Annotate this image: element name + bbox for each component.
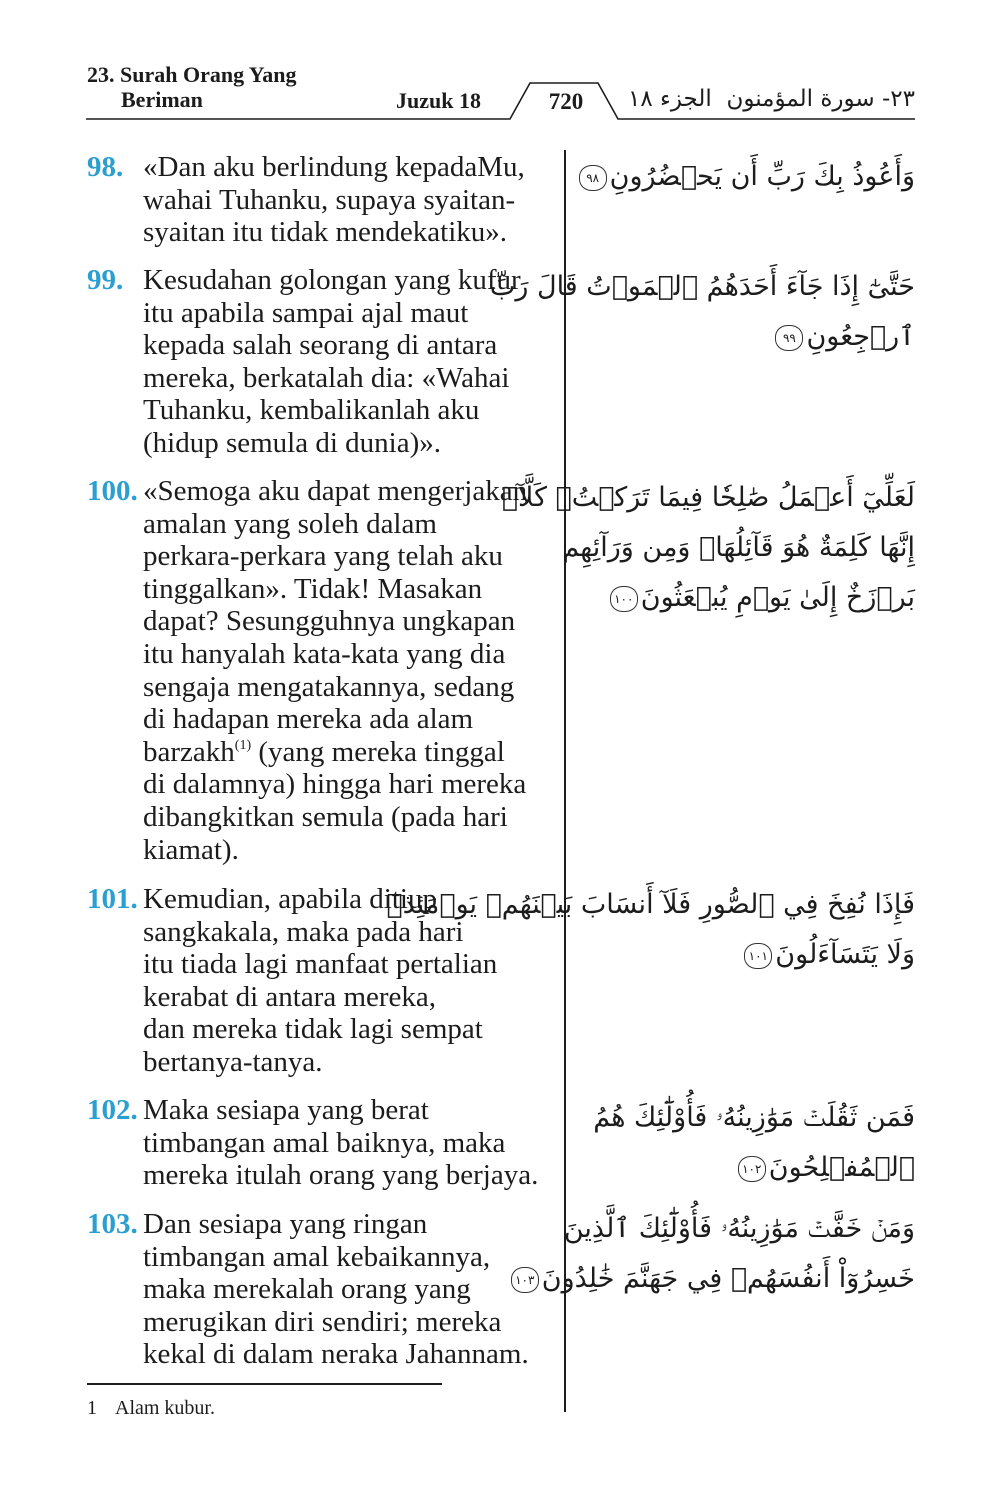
arabic-verse-101 <box>386 880 915 980</box>
verse-end-mark: ١٠١ <box>744 943 772 969</box>
verse-end-mark: ٩٨ <box>579 165 607 191</box>
arabic-text: وَأَعُوذُ بِكَ رَبِّ أَن يَحۡضُرُونِ <box>609 161 915 192</box>
verse-text: Kemudian, apabila ditiup sangkakala, maka pada hari itu tiada lagi manfaat pertalian kerabat di antara mereka, dan mereka tidak lagi sempat bertanya-tanya. <box>143 883 498 1078</box>
arabic-surah-title: ٢٣- سورة المؤمنون <box>726 86 915 112</box>
arabic-text: بَرۡزَخٌ إِلَىٰ يَوۡمِ يُبۡعَثُونَ <box>640 582 915 613</box>
verse-number: 100. <box>87 475 138 507</box>
verse-number: 103. <box>87 1208 138 1240</box>
footnote-text: Alam kubur. <box>115 1397 215 1419</box>
arabic-line: وَمَنۡ خَفَّتۡ مَوَٰزِينُهُۥ فَأُوْلَٰٓئِكَ ٱلَّذِينَ <box>563 1213 915 1244</box>
verse-number: 102. <box>87 1094 138 1126</box>
verse-text-part: «Semoga aku dapat mengerjakan amalan yang soleh dalam perkara-perkara yang telah aku tinggalkan». Tidak! Masakan dapat? Sesungguhnya ungkapan itu hanyalah kata-kata yang dia sengaja mengatakannya, sedang di hadapan mereka ada alam barzakh <box>143 475 528 768</box>
verse-text-part: (yang mereka tinggal di dalamnya) hingga hari mereka dibangkitkan semula (pada hari kiamat). <box>143 735 527 866</box>
verse-number: 98. <box>87 151 124 183</box>
arabic-line <box>525 930 915 980</box>
arabic-line <box>525 312 915 362</box>
arabic-line: فَإِذَا نُفِخَ فِي ٱلصُّورِ فَلَآ أَنسَابَ بَيۡنَهُمۡ يَوۡمَئِذٖ <box>386 889 915 920</box>
verse-number: 101. <box>87 883 138 915</box>
page-number: 720 <box>548 89 584 114</box>
arabic-text: ٱرۡجِعُونِ <box>806 321 915 352</box>
verse-98 <box>87 151 562 249</box>
arabic-text: ٱلۡمُفۡلِحُونَ <box>768 1152 915 1183</box>
arabic-text: خَسِرُوٓاْ أَنفُسَهُمۡ فِي جَهَنَّمَ خَٰلِدُونَ <box>541 1263 915 1294</box>
verse-text: «Dan aku berlindung kepadaMu, wahai Tuhanku, supaya syaitan- syaitan itu tidak mendekatiku». <box>143 151 525 249</box>
verse-end-mark: ١٠٠ <box>610 586 638 612</box>
arabic-verse-100 <box>501 473 915 623</box>
arabic-line <box>525 1143 915 1193</box>
arabic-text: وَلَا يَتَسَآءَلُونَ <box>775 939 915 970</box>
verse-end-mark: ٩٩ <box>775 325 803 351</box>
arabic-line <box>525 152 915 202</box>
verse-end-mark: ١٠٢ <box>738 1156 766 1182</box>
surah-title-line2: Beriman <box>121 87 203 112</box>
verse-text: Dan sesiapa yang ringan timbangan amal kebaikannya, maka merekalah orang yang merugikan diri sendiri; mereka kekal di dalam neraka Jahannam. <box>143 1208 529 1371</box>
arabic-verse-103 <box>515 1204 915 1304</box>
verse-text <box>143 475 562 866</box>
arabic-juz-label: الجزء ١٨ <box>628 86 712 112</box>
footnote-rule <box>87 1383 442 1385</box>
surah-title-line1: 23. Surah Orang Yang <box>87 62 297 87</box>
arabic-verse-98 <box>525 152 915 202</box>
verse-text: Maka sesiapa yang berat timbangan amal baiknya, maka mereka itulah orang yang berjaya. <box>143 1094 539 1192</box>
footnote <box>87 1397 215 1420</box>
footnote-number: 1 <box>87 1397 97 1419</box>
verse-end-mark: ١٠٣ <box>511 1267 539 1293</box>
arabic-line <box>515 1254 915 1304</box>
juz-label: Juzuk 18 <box>396 88 481 113</box>
header-rule <box>0 0 1000 130</box>
verse-100 <box>87 475 562 866</box>
arabic-verse-102 <box>525 1093 915 1193</box>
verse-102 <box>87 1094 562 1192</box>
arabic-line: فَمَن ثَقُلَتۡ مَوَٰزِينُهُۥ فَأُوْلَٰٓئِكَ هُمُ <box>593 1102 915 1133</box>
arabic-line <box>525 573 915 623</box>
arabic-verse-99 <box>489 262 915 362</box>
arabic-line: إِنَّهَا كَلِمَةٌ هُوَ قَآئِلُهَاۖ وَمِن وَرَآئِهِم <box>562 532 915 563</box>
arabic-line: حَتَّىٰٓ إِذَا جَآءَ أَحَدَهُمُ ٱلۡمَوۡتُ قَالَ رَبِّ <box>489 271 915 302</box>
verse-103 <box>87 1208 562 1371</box>
verse-number: 99. <box>87 264 124 296</box>
arabic-line: لَعَلِّيٓ أَعۡمَلُ صَٰلِحٗا فِيمَا تَرَكۡتُۚ كَلَّآۚ <box>501 482 915 513</box>
footnote-ref: (1) <box>234 737 252 753</box>
verse-text: Kesudahan golongan yang kufur itu apabila sampai ajal maut kepada salah seorang di antara mereka, berkatalah dia: «Wahai Tuhanku, kembalikanlah aku (hidup semula di dunia)». <box>143 264 521 459</box>
